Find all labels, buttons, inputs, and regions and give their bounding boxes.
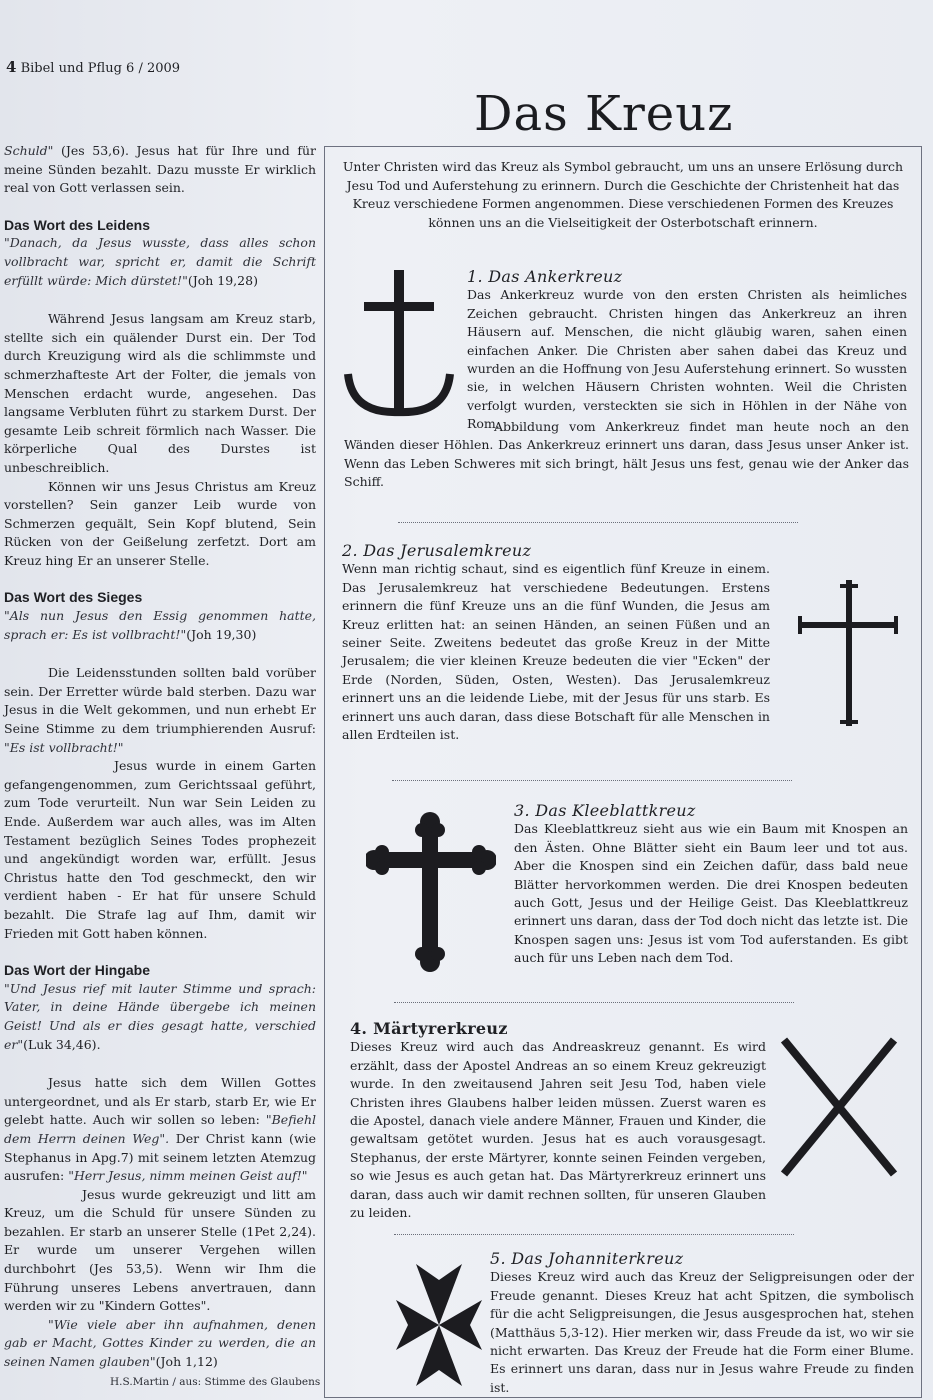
- divider: [392, 780, 792, 781]
- page-header: [6, 58, 180, 76]
- divider: [394, 1234, 794, 1235]
- cross-text: Das Ankerkreuz wurde von den ersten Christen als heimliches Zeichen gebraucht. Christen hingen das Ankerkreuz an ihren Häusern auf. Menschen, die nicht gläubig waren, sahen einen einfachen Anker. Die Christen aber sahen dabei das Kreuz und wurden an die Hoffnung von Jesu Auferstehung erinnert. So wussten sie, in welchen Häusern Christen wohnten. Weil die Christen verfolgt wurden, versteckten sie sich in Höhlen in der Nähe von Rom.: [467, 287, 907, 432]
- cross-heading: 5. Das Johanniterkreuz: [490, 1249, 684, 1268]
- cross-text: Wenn man richtig schaut, sind es eigentlich fünf Kreuze in einem. Das Jerusalemkreuz hat verschiedene Bedeutungen. Erstens erinnern die fünf Kreuze uns an die fünf Wunden, die Jesus am Kreuz erlitten hat: an seinen Händen, an seinen Füßen und an seiner Seite. Zweitens bedeutet das große Kreuz in der Mitte Jerusalem; die vier kleinen Kreuze bedeuten die vier "Ecken" der Erde (Norden, Süden, Osten, Westen). Das Jerusalemkreuz erinnert uns an die leidende Liebe, mit der Jesus für uns starb. Es erinnert uns auch daran, dass diese Botschaft für alle Menschen in allen Erdteilen ist.: [342, 561, 770, 743]
- divider: [398, 522, 798, 523]
- cross-text: Das Kleeblattkreuz sieht aus wie ein Baum mit Knospen an den Ästen. Ohne Blätter sieht ein Baum leer und tot aus. Aber die Knospen sind ein Zeichen dafür, dass bald neue Blätter hervorkommen werden. Die drei Knospen bedeuten auch Gott, Jesus und der Heilige Geist. Das Kleeblattkreuz erinnert uns daran, dass der Tod doch nicht das letzte ist. Die Knospen sagen uns: Jesus ist vom Tod auferstanden. Es gibt auch für uns Leben nach dem Tod.: [514, 821, 908, 966]
- section-heading-sieg: Das Wort des Sieges: [4, 589, 143, 606]
- section-heading-hingabe: Das Wort der Hingabe: [4, 962, 150, 979]
- page-number: 4: [6, 58, 17, 76]
- paragraph: Während Jesus langsam am Kreuz starb, stellte sich ein quälender Durst ein. Der Tod durch Kreuzigung wird als die schlimmste und schmerzhafteste Art der Folter, die jemals von Menschen erdacht wurde, angesehen. Das langsame Verbluten führt zu starkem Durst. Der gesamte Leib schreit förmlich nach Wasser. Die körperliche Qual des Durstes ist unbeschreiblich.: [4, 311, 316, 475]
- bible-quote: "Danach, da Jesus wusste, dass alles schon vollbracht war, spricht er, damit die Schrift erfüllt würde: Mich dürstet!"(Joh 19,28): [4, 235, 316, 288]
- cross-section-1: [467, 268, 907, 434]
- saltire-cross-icon: [780, 1030, 900, 1180]
- paragraph: Jesus wurde gekreuzigt und litt am Kreuz, um die Schuld für unsere Sünden zu bezahlen. Er starb an unserer Stelle (1Pet 2,24). Er wurde um unserer Vergehen willen durchbohrt (Jes 53,5). Wenn wir Ihm die Führung unseres Lebens anvertrauen, dann werden wir zu "Kindern Gottes".: [4, 1186, 316, 1314]
- paragraph: Die Leidensstunden sollten bald vorüber sein. Der Erretter würde bald sterben. Dazu war Jesus in die Welt gekommen, und nun erhebt Er Seine Stimme zu dem triumphierenden Ausruf: "Es ist vollbracht!": [4, 665, 316, 755]
- left-column: [4, 142, 316, 1372]
- closing-quote: "Wie viele aber ihn aufnahmen, denen gab er Macht, Gottes Kinder zu werden, die an seinen Namen glauben"(Joh 1,12): [4, 1316, 316, 1370]
- anchor-cross-icon: [342, 270, 462, 418]
- article-intro: Unter Christen wird das Kreuz als Symbol gebraucht, um uns an unsere Erlösung durch Jesu Tod und Auferstehung zu erinnern. Durch die Geschichte der Christenheit hat das Kreuz verschiedene Formen angenommen. Diese verschiedenen Formen des Kreuzes können uns an die Vielseitigkeit der Osterbotschaft erinnern.: [342, 159, 904, 230]
- cross-heading: 1. Das Ankerkreuz: [467, 267, 623, 286]
- cross-text: Dieses Kreuz wird auch das Andreaskreuz genannt. Es wird erzählt, dass der Apostel Andreas an so einem Kreuz gekreuzigt wurde. In den zweitausend Jahren seit Jesu Tod, haben viele Christen ihres Glaubens halber leiden müssen. Zuerst waren es die Apostel, danach viele andere Männer, Frauen und Kinder, die gewaltsam getötet wurden. Jesus hat es auch vorausgesagt. Stephanus, der erste Märtyrer, konnte seinen Feinden vergeben, so wie Jesus es auch getan hat. Das Märtyrerkreuz erinnert uns daran, dass auch wir damit rechnen sollten, für unseren Glauben zu leiden.: [350, 1039, 766, 1221]
- cross-section-3: [514, 802, 908, 968]
- bible-quote: "Als nun Jesus den Essig genommen hatte, sprach er: Es ist vollbracht!"(Joh 19,30): [4, 608, 316, 642]
- cross-section-5: [490, 1250, 914, 1397]
- cross-text: Dieses Kreuz wird auch das Kreuz der Seligpreisungen oder der Freude genannt. Dieses Kreuz hat acht Spitzen, die symbolisch für die acht Seligpreisungen, die Jesus ausgesprochen hat, stehen (Matthäus 5,3-12). Hier merken wir, dass Freude da ist, wo wir sie nicht erwarten. Das Kreuz der Freude hat die Form einer Blume. Es erinnert uns daran, dass nur in Jesus wahre Freude zu finden ist.: [490, 1269, 914, 1395]
- jerusalem-cross-icon: [796, 576, 900, 732]
- section-heading-leiden: Das Wort des Leidens: [4, 216, 151, 233]
- bible-quote: "Und Jesus rief mit lauter Stimme und sprach: Vater, in deine Hände übergebe ich meinen Geist! Und als er dies gesagt hatte, verschied er"(Luk 34,46).: [4, 980, 316, 1052]
- cross-section-2: [342, 542, 770, 744]
- paragraph: Jesus wurde in einem Garten gefangengenommen, zum Gerichtssaal geführt, zum Tode verurteilt. Nun war Sein Leiden zu Ende. Außerdem war auch alles, was im Alten Testament bezüglich Seines Todes prophezeit und angekündigt worden war, erfüllt. Jesus Christus hatte den Tod geschmeckt, den wir verdient haben - Er hat für unsere Schuld bezahlt. Die Strafe lag auf Ihm, damit wir Frieden mit Gott haben können.: [4, 758, 316, 941]
- divider: [394, 1002, 794, 1003]
- magazine-name: Bibel und Pflug: [20, 61, 122, 76]
- maltese-cross-icon: [394, 1262, 484, 1388]
- paragraph: Können wir uns Jesus Christus am Kreuz vorstellen? Sein ganzer Leib wurde von Schmerzen gequält, Sein Kopf blutend, Sein Rücken von der Geißelung zerfetzt. Dort am Kreuz hing Er an unserer Stelle.: [4, 478, 316, 568]
- cross-section-4: [350, 1020, 766, 1222]
- cross-text: Abbildung vom Ankerkreuz findet man heute noch an den Wänden dieser Höhlen. Das Ankerkreuz erinnert uns daran, dass Jesus unser Anker ist. Wenn das Leben Schweres mit sich bringt, hält Jesus uns fest, genau wie der Anker das Schiff.: [344, 419, 909, 490]
- cross-heading: 4. Märtyrerkreuz: [350, 1019, 508, 1038]
- article-title: Das Kreuz: [474, 86, 734, 142]
- trefoil-cross-icon: [366, 812, 496, 972]
- cross-heading: 3. Das Kleeblattkreuz: [514, 801, 696, 820]
- author-credit: H.S.Martin / aus: Stimme des Glaubens: [110, 1376, 321, 1388]
- issue-number: 6 / 2009: [126, 61, 181, 76]
- opening-paragraph: Schuld" (Jes 53,6). Jesus hat für Ihre und für meine Sünden bezahlt. Dazu musste Er wirklich real von Gott verlassen sein.: [4, 143, 316, 196]
- cross-section-1-continued: [344, 418, 909, 492]
- paragraph: Jesus hatte sich dem Willen Gottes untergeordnet, und als Er starb, starb Er, wie Er gelebt hatte. Auch wir sollen so leben: "Befiehl dem Herrn deinen Weg". Der Christ kann (wie Stephanus in Apg.7) mit seinem letzten Atemzug ausrufen: "Herr Jesus, nimm meinen Geist auf!": [4, 1075, 316, 1184]
- cross-heading: 2. Das Jerusalemkreuz: [342, 541, 532, 560]
